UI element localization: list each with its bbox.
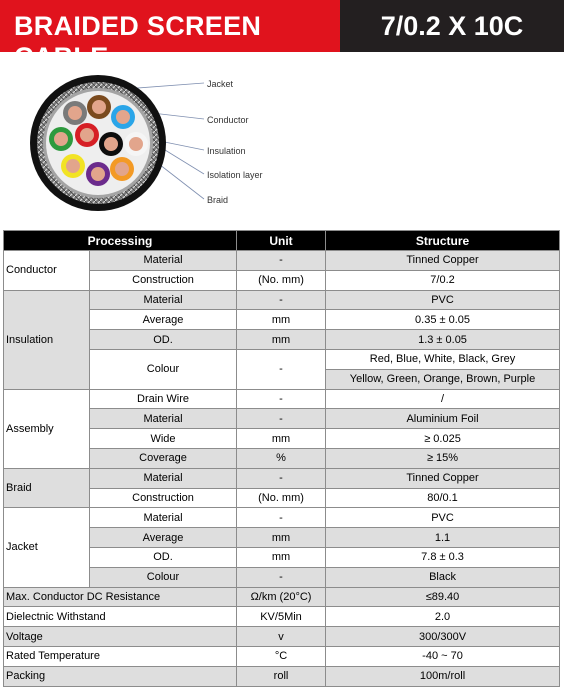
table-header-row	[4, 231, 560, 251]
row-param: Wide	[90, 429, 237, 449]
row-value: Red, Blue, White, Black, Grey	[326, 349, 560, 369]
table-row	[4, 666, 560, 686]
row-param: Material	[90, 508, 237, 528]
row-value: Aluminium Foil	[326, 409, 560, 429]
row-value: ≤89.40	[326, 587, 560, 607]
row-unit: -	[237, 349, 326, 389]
row-unit: Ω/km (20°C)	[237, 587, 326, 607]
row-unit: roll	[237, 666, 326, 686]
isolation-layer-label: Isolation layer	[207, 170, 263, 180]
table-row	[4, 646, 560, 666]
row-unit: mm	[237, 330, 326, 350]
row-unit: mm	[237, 547, 326, 567]
table-row	[4, 607, 560, 627]
row-param: Material	[90, 409, 237, 429]
row-param: Material	[90, 468, 237, 488]
row-value: 2.0	[326, 607, 560, 627]
row-unit: v	[237, 627, 326, 647]
row-unit: -	[237, 389, 326, 409]
row-unit: -	[237, 251, 326, 271]
row-unit: mm	[237, 429, 326, 449]
table-row	[4, 251, 560, 271]
row-value: Yellow, Green, Orange, Brown, Purple	[326, 369, 560, 389]
row-unit: °C	[237, 646, 326, 666]
table-row	[4, 468, 560, 488]
table-row	[4, 627, 560, 647]
jacket-label: Jacket	[207, 79, 234, 89]
row-value: ≥ 0.025	[326, 429, 560, 449]
cable-cross-section	[0, 56, 564, 230]
row-param: Max. Conductor DC Resistance	[4, 587, 237, 607]
row-value: Tinned Copper	[326, 251, 560, 271]
product-title: BRAIDED SCREEN CABLE	[14, 11, 262, 72]
row-value: /	[326, 389, 560, 409]
row-param: Material	[90, 251, 237, 271]
row-param: Voltage	[4, 627, 237, 647]
conductor-label: Conductor	[207, 115, 249, 125]
row-value: -40 ~ 70	[326, 646, 560, 666]
row-param: Material	[90, 290, 237, 310]
title-block	[0, 0, 340, 72]
row-param: OD.	[90, 330, 237, 350]
row-unit: -	[237, 508, 326, 528]
row-unit: -	[237, 468, 326, 488]
row-value: 100m/roll	[326, 666, 560, 686]
row-unit: -	[237, 409, 326, 429]
row-unit: -	[237, 290, 326, 310]
row-value: Tinned Copper	[326, 468, 560, 488]
row-param: Construction	[90, 270, 237, 290]
spec-block	[340, 0, 564, 52]
col-header-processing: Processing	[4, 231, 237, 251]
row-param: Average	[90, 528, 237, 548]
insulation-label: Insulation	[207, 146, 246, 156]
product-spec: 7/0.2 X 10C	[380, 11, 524, 41]
row-unit: (No. mm)	[237, 488, 326, 508]
row-unit: KV/5Min	[237, 607, 326, 627]
row-unit: mm	[237, 310, 326, 330]
row-param: Construction	[90, 488, 237, 508]
cable-cross-section-image	[0, 56, 564, 230]
row-param: OD.	[90, 547, 237, 567]
group-label-jacket: Jacket	[4, 508, 90, 587]
row-param: Average	[90, 310, 237, 330]
group-label-braid: Braid	[4, 468, 90, 508]
row-value: ≥ 15%	[326, 448, 560, 468]
col-header-unit: Unit	[237, 231, 326, 251]
table-row	[4, 290, 560, 310]
table-row	[4, 508, 560, 528]
row-value: 300/300V	[326, 627, 560, 647]
spec-table	[3, 230, 560, 687]
table-row	[4, 389, 560, 409]
group-label-insulation: Insulation	[4, 290, 90, 389]
row-unit: mm	[237, 528, 326, 548]
row-param: Drain Wire	[90, 389, 237, 409]
col-header-structure: Structure	[326, 231, 560, 251]
row-value: PVC	[326, 290, 560, 310]
row-param: Rated Temperature	[4, 646, 237, 666]
row-param: Dielectnic Withstand	[4, 607, 237, 627]
group-label-assembly: Assembly	[4, 389, 90, 468]
row-value: PVC	[326, 508, 560, 528]
row-value: 0.35 ± 0.05	[326, 310, 560, 330]
row-value: 80/0.1	[326, 488, 560, 508]
group-label-conductor: Conductor	[4, 251, 90, 291]
row-param: Coverage	[90, 448, 237, 468]
row-value: 7/0.2	[326, 270, 560, 290]
table-row	[4, 587, 560, 607]
row-unit: %	[237, 448, 326, 468]
row-param: Colour	[90, 349, 237, 389]
row-value: 1.1	[326, 528, 560, 548]
row-value: Black	[326, 567, 560, 587]
row-param: Packing	[4, 666, 237, 686]
row-unit: (No. mm)	[237, 270, 326, 290]
row-value: 1.3 ± 0.05	[326, 330, 560, 350]
header-banner	[0, 0, 564, 72]
row-param: Colour	[90, 567, 237, 587]
row-unit: -	[237, 567, 326, 587]
braid-label: Braid	[207, 195, 229, 205]
row-value: 7.8 ± 0.3	[326, 547, 560, 567]
